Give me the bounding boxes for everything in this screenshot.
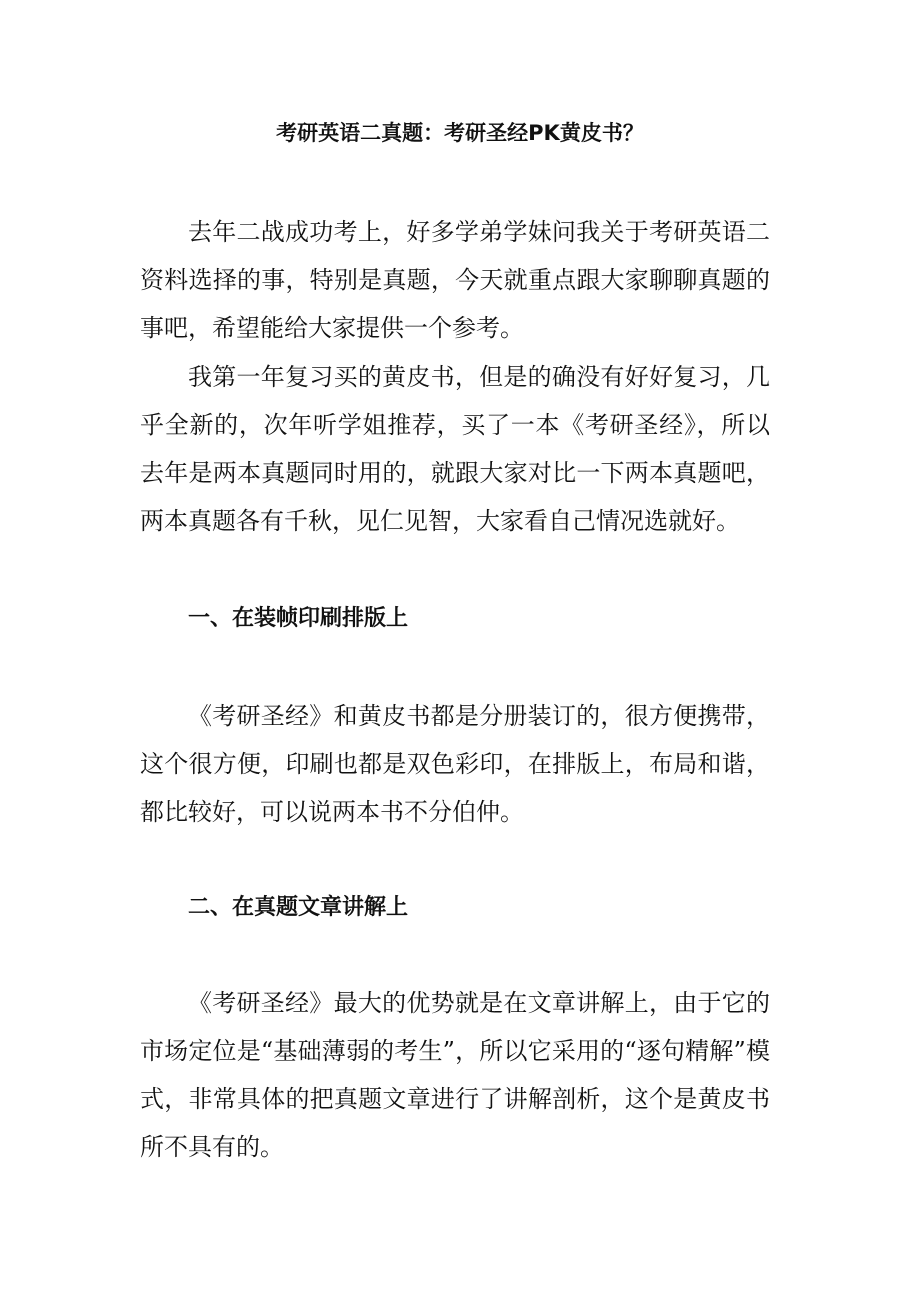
section-paragraph-1: 《考研圣经》和黄皮书都是分册装订的，很方便携带，这个很方便，印刷也都是双色彩印，在排版上，布局和谐，都比较好，可以说两本书不分伯仲。 (140, 702, 770, 826)
section-heading-2: 二、在真题文章讲解上 (188, 895, 409, 920)
intro-paragraph-2: 我第一年复习买的黄皮书，但是的确没有好好复习，几乎全新的，次年听学姐推荐，买了一本《考研圣经》，所以去年是两本真题同时用的，就跟大家对比一下两本真题吧，两本真题各有千秋，见仁见智，大家看自己情况选就好。 (140, 363, 770, 535)
document-title: 考研英语二真题：考研圣经PK黄皮书？ (276, 121, 644, 145)
section-heading-1: 一、在装帧印刷排版上 (188, 606, 409, 631)
intro-paragraph-1: 去年二战成功考上，好多学弟学妹问我关于考研英语二资料选择的事，特别是真题，今天就重点跟大家聊聊真题的事吧，希望能给大家提供一个参考。 (140, 218, 770, 342)
section-paragraph-2: 《考研圣经》最大的优势就是在文章讲解上，由于它的市场定位是“基础薄弱的考生”，所以它采用的“逐句精解”模式，非常具体的把真题文章进行了讲解剖析，这个是黄皮书所不具有的。 (140, 989, 770, 1161)
